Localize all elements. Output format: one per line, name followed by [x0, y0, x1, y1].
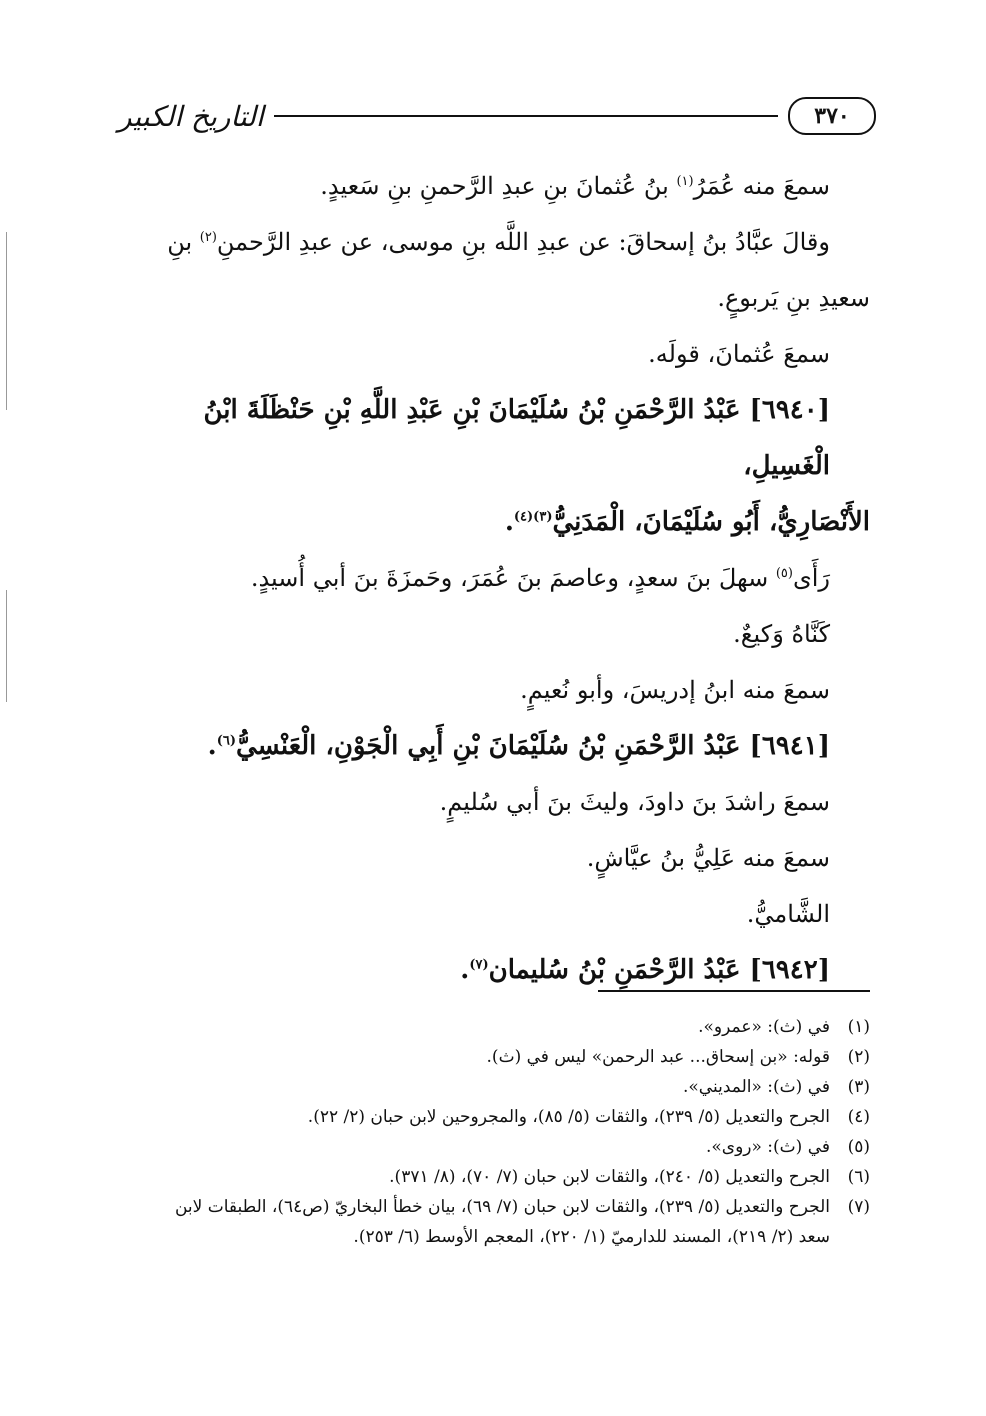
margin-mark [6, 590, 7, 702]
footnote-text: في (ث): «عمرو». [698, 1017, 830, 1037]
footnote-separator [598, 990, 870, 992]
footnote [140, 1192, 870, 1252]
footnote-number: (٣) [847, 1077, 870, 1097]
page-header [118, 92, 876, 140]
footnote [140, 1162, 870, 1192]
header-rule [274, 115, 778, 117]
entry-heading-6940: [٦٩٤٠] عَبْدُ الرَّحْمَنِ بْنُ سُلَيْمَانَ بْنِ عَبْدِ اللَّهِ بْنِ حَنْظَلَةَ ابْنُ الْغَسِيلِ، [203, 395, 830, 481]
text-line: سمعَ منه ابنُ إدريسَ، وأبو نُعيمٍ. [520, 676, 830, 704]
text-line: سعيدِ بنِ يَربوعٍ. [717, 284, 870, 312]
footnote-ref: (٣)(٤) [513, 509, 553, 525]
text-line: رَأَى$^{(٥)}$ سهلَ بنَ سعدٍ، وعاصمَ بنَ عُمَرَ، وحَمزَةَ بنَ أبي أُسيدٍ. [250, 564, 830, 592]
text-line: الشَّاميُّ. [746, 900, 830, 928]
text-line: سمعَ منه عَلِيُّ بنُ عيَّاشٍ. [586, 844, 830, 872]
footnote-text: الجرح والتعديل (٥/ ٢٣٩)، والثقات لابن حبان (٧/ ٦٩)، بيان خطأ البخاريّ (ص٦٤)، الطبقات لابن سعد (٢/ ٢١٩)، المسند للدارميّ (١/ ٢٢٠)، المعجم الأوسط (٦/ ٢٥٣). [174, 1197, 830, 1247]
footnote-number: (٦) [847, 1167, 870, 1187]
entry-heading-6942: [٦٩٤٢] عَبْدُ الرَّحْمَنِ بْنُ سُليمان$^{(٧)}$. [460, 955, 830, 985]
page-number: ٣٧٠ [788, 97, 876, 135]
footnote-ref: (٢) [199, 230, 217, 245]
text-line: وقالَ عبَّادُ بنُ إسحاقَ: عن عبدِ اللَّه بنِ موسى، عن عبدِ الرَّحمنِ$^{(٢)}$ بنِ [167, 228, 830, 256]
text-line: كَنَّاهُ وَكيعٌ. [733, 620, 830, 648]
text-line: سمعَ منه عُمَرُ$^{(١)}$ بنُ عُثمانَ بنِ عبدِ الرَّحمنِ بنِ سَعيدٍ. [320, 172, 830, 200]
footnote [140, 1102, 870, 1132]
footnote-text: في (ث): «المديني». [683, 1077, 830, 1097]
book-title: التاريخ الكبير [118, 99, 264, 133]
main-text [134, 158, 870, 998]
margin-mark [6, 232, 7, 410]
footnote-ref: (١) [676, 174, 694, 189]
footnote [140, 1132, 870, 1162]
footnote-text: في (ث): «روى». [705, 1137, 830, 1157]
footnote-text: الجرح والتعديل (٥/ ٢٣٩)، والثقات (٥/ ٨٥)، والمجروحين لابن حبان (٢/ ٢٢). [307, 1107, 830, 1127]
footnote-ref: (٥) [775, 566, 793, 581]
footnote-text: قوله: «بن إسحاق... عبد الرحمن» ليس في (ث). [486, 1047, 830, 1067]
footnote-number: (٢) [847, 1047, 870, 1067]
text-line: سمعَ عُثمانَ، قولَه. [648, 340, 830, 368]
footnotes [140, 1012, 870, 1252]
entry-heading-6941: [٦٩٤١] عَبْدُ الرَّحْمَنِ بْنُ سُلَيْمَانَ بْنِ أَبِي الْجَوْنِ، الْعَنْسِيُّ$^{(٦)}$. [207, 731, 830, 761]
footnote-ref: (٧) [469, 957, 489, 973]
footnote-text: الجرح والتعديل (٥/ ٢٤٠)، والثقات لابن حبان (٧/ ٧٠)، (٨/ ٣٧١). [389, 1167, 830, 1187]
entry-heading-6940-cont: الأَنْصَارِيُّ، أَبُو سُلَيْمَانَ، الْمَدَنِيُّ$^{(٣)(٤)}$. [504, 507, 870, 537]
text-line: سمعَ راشدَ بنَ داودَ، وليثَ بنَ أبي سُليمٍ. [439, 788, 830, 816]
footnote-ref: (٦) [216, 733, 236, 749]
footnote-number: (٥) [847, 1137, 870, 1157]
footnote-number: (١) [847, 1017, 870, 1037]
footnote [140, 1042, 870, 1072]
footnote-number: (٧) [847, 1197, 870, 1217]
footnote [140, 1072, 870, 1102]
footnote [140, 1012, 870, 1042]
footnote-number: (٤) [847, 1107, 870, 1127]
